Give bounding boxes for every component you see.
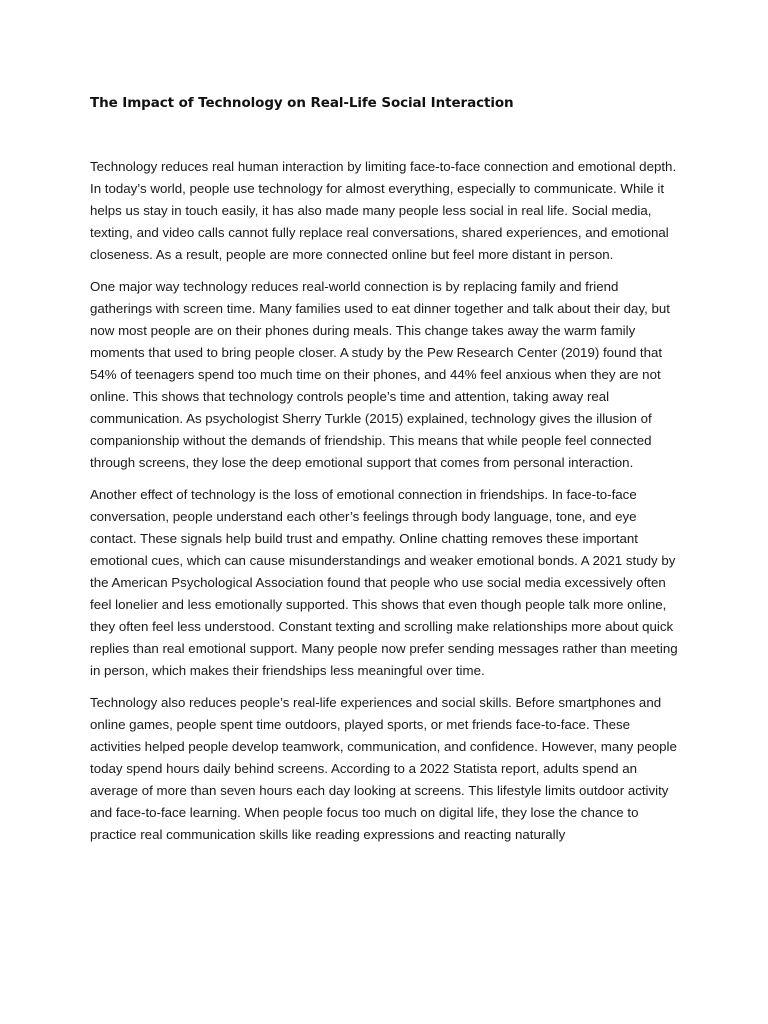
paragraph-2: One major way technology reduces real-world connection is by replacing family and friend gatherings with screen time. Many families used to eat dinner together and talk about their day, but now most people are on their phones during meals. This change takes away the warm family moments that used to bring people closer. A study by the Pew Research Center (2019) found that 54% of teenagers spend too much time on their phones, and 44% feel anxious when they are not online. This shows that technology controls people’s time and attention, taking away real communication. As psychologist Sherry Turkle (2015) explained, technology gives the illusion of companionship without the demands of friendship. This means that while people feel connected through screens, they lose the deep emotional support that comes from personal interaction. [90,279,670,470]
document-body [90,156,680,856]
paragraph-3: Another effect of technology is the loss of emotional connection in friendships. In face-to-face conversation, people understand each other’s feelings through body language, tone, and eye contact. These signals help build trust and empathy. Online chatting removes these important emotional cues, which can cause misunderstandings and weaker emotional bonds. A 2021 study by the American Psychological Association found that people who use social media excessively often feel lonelier and less emotionally supported. This shows that even though people talk more online, they often feel less understood. Constant texting and scrolling make relationships more about quick replies than real emotional support. Many people now prefer sending messages rather than meeting in person, which makes their friendships less meaningful over time. [90,487,678,678]
document-title: The Impact of Technology on Real-Life Social Interaction [90,95,514,111]
paragraph-1: Technology reduces real human interaction by limiting face-to-face connection and emotional depth. In today’s world, people use technology for almost everything, especially to communicate. While it helps us stay in touch easily, it has also made many people less social in real life. Social media, texting, and video calls cannot fully replace real conversations, shared experiences, and emotional closeness. As a result, people are more connected online but feel more distant in person. [90,159,677,262]
paragraph-4: Technology also reduces people’s real-life experiences and social skills. Before smartphones and online games, people spent time outdoors, played sports, or met friends face-to-face. These activities helped people develop teamwork, communication, and confidence. However, many people today spend hours daily behind screens. According to a 2022 Statista report, adults spend an average of more than seven hours each day looking at screens. This lifestyle limits outdoor activity and face-to-face learning. When people focus too much on digital life, they lose the chance to practice real communication skills like reading expressions and reacting naturally [90,695,677,842]
